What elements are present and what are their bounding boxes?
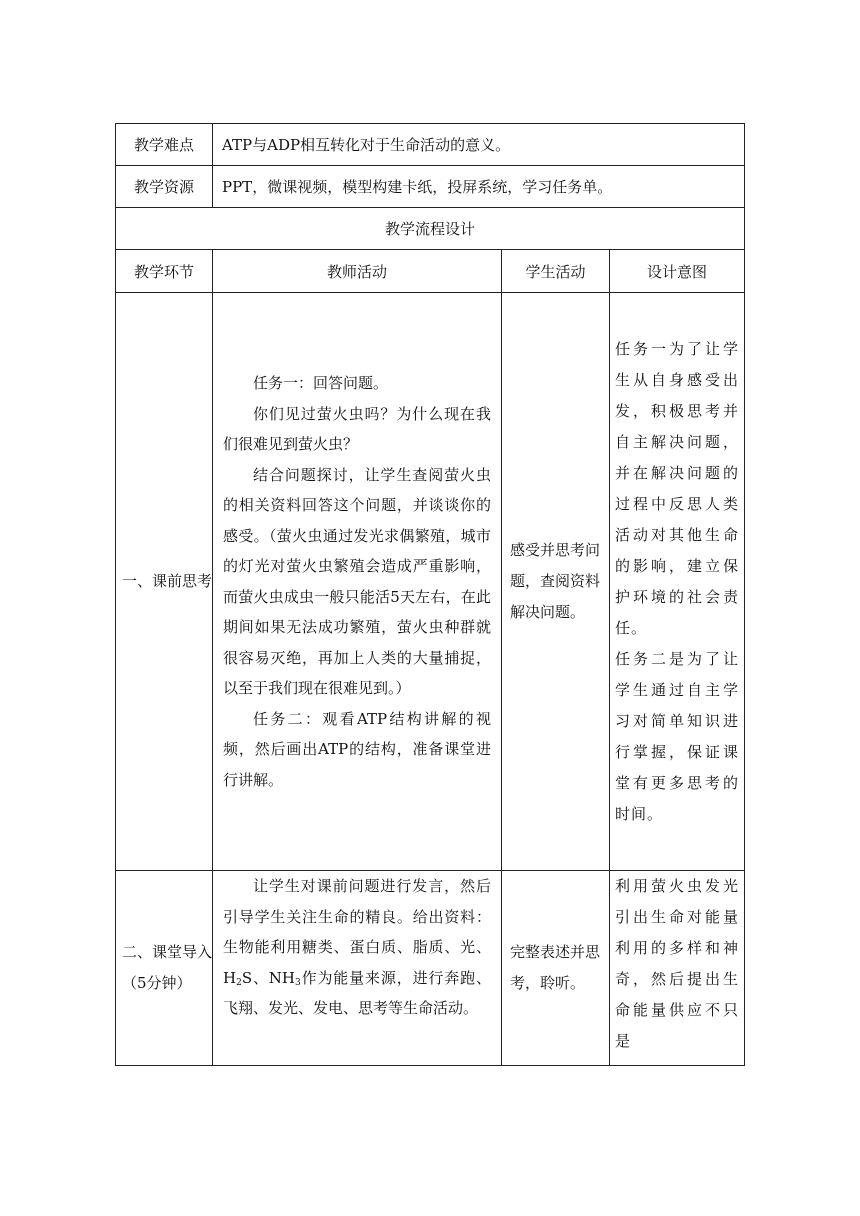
section2-intent: 利用萤火虫发光引出生命对能量利用的多样和神奇，然后提出生命能量供应不只是 <box>610 871 745 1066</box>
row-headers <box>116 250 745 293</box>
section2-teacher-text <box>223 871 491 1024</box>
section1-teacher <box>213 293 502 871</box>
section1-teacher-p2: 你们见过萤火虫吗？为什么现在我们很难见到萤火虫？ <box>223 404 491 453</box>
section2-teacher <box>213 871 502 1066</box>
section1-intent-p1: 任务一为了让学生从自身感受出发，积极思考并自主解决问题，并在解决问题的过程中反思人类活动对其他生命的影响，建立保护环境的社会责任。 <box>615 339 739 637</box>
resources-label: 教学资源 <box>116 166 213 208</box>
section1-stage: 一、课前思考 <box>116 293 213 871</box>
header-stage: 教学环节 <box>116 250 213 293</box>
header-student: 学生活动 <box>502 250 610 293</box>
sub-2: 2 <box>236 977 242 988</box>
sub-3: 3 <box>295 977 301 988</box>
header-teacher: 教师活动 <box>213 250 502 293</box>
section2-student: 完整表述并思考，聆听。 <box>502 871 610 1066</box>
section1-intent <box>610 293 745 871</box>
lesson-plan-table-wrapper <box>115 123 744 1066</box>
section1-teacher-p3: 结合问题探讨，让学生查阅萤火虫的相关资料回答这个问题，并谈谈你的感受。（萤火虫通过发光求偶繁殖，城市的灯光对萤火虫繁殖会造成严重影响，而萤火虫成虫一般只能活5天左右，在此期间如果无法成功繁殖，萤火虫种群就很容易灭绝，再加上人类的大量捕捉，以至于我们现在很难见到。） <box>223 465 491 697</box>
section1-student: 感受并思考问题，查阅资料解决问题。 <box>502 293 610 871</box>
row-difficulty <box>116 124 745 166</box>
section2-teacher-c: 作为能量来源，进行奔跑、飞翔、发光、发电、思考等生命活动。 <box>223 968 491 1017</box>
resources-value: PPT，微课视频，模型构建卡纸，投屏系统，学习任务单。 <box>213 166 745 208</box>
row-section2 <box>116 871 745 1066</box>
difficulty-label: 教学难点 <box>116 124 213 166</box>
row-resources <box>116 166 745 208</box>
row-flow-title <box>116 208 745 250</box>
section1-intent-p2: 任务二是为了让学生通过自主学习对简单知识进行掌握，保证课堂有更多思考的时间。 <box>615 649 739 823</box>
lesson-plan-table <box>115 123 745 1066</box>
section2-teacher-b: S、NH <box>241 968 296 987</box>
flow-title: 教学流程设计 <box>116 208 745 250</box>
difficulty-value: ATP与ADP相互转化对于生命活动的意义。 <box>213 124 745 166</box>
section1-teacher-p4: 任务二：观看ATP结构讲解的视频，然后画出ATP的结构，准备课堂进行讲解。 <box>223 709 491 789</box>
section2-teacher-a: 让学生对课前问题进行发言，然后引导学生关注生命的精良。给出资料：生物能利用糖类、蛋白质、脂质、光、H <box>223 877 491 987</box>
section2-stage: 二、课堂导入（5分钟） <box>116 871 213 1066</box>
header-intent: 设计意图 <box>610 250 745 293</box>
section1-teacher-p1: 任务一：回答问题。 <box>253 374 389 392</box>
row-section1 <box>116 293 745 871</box>
